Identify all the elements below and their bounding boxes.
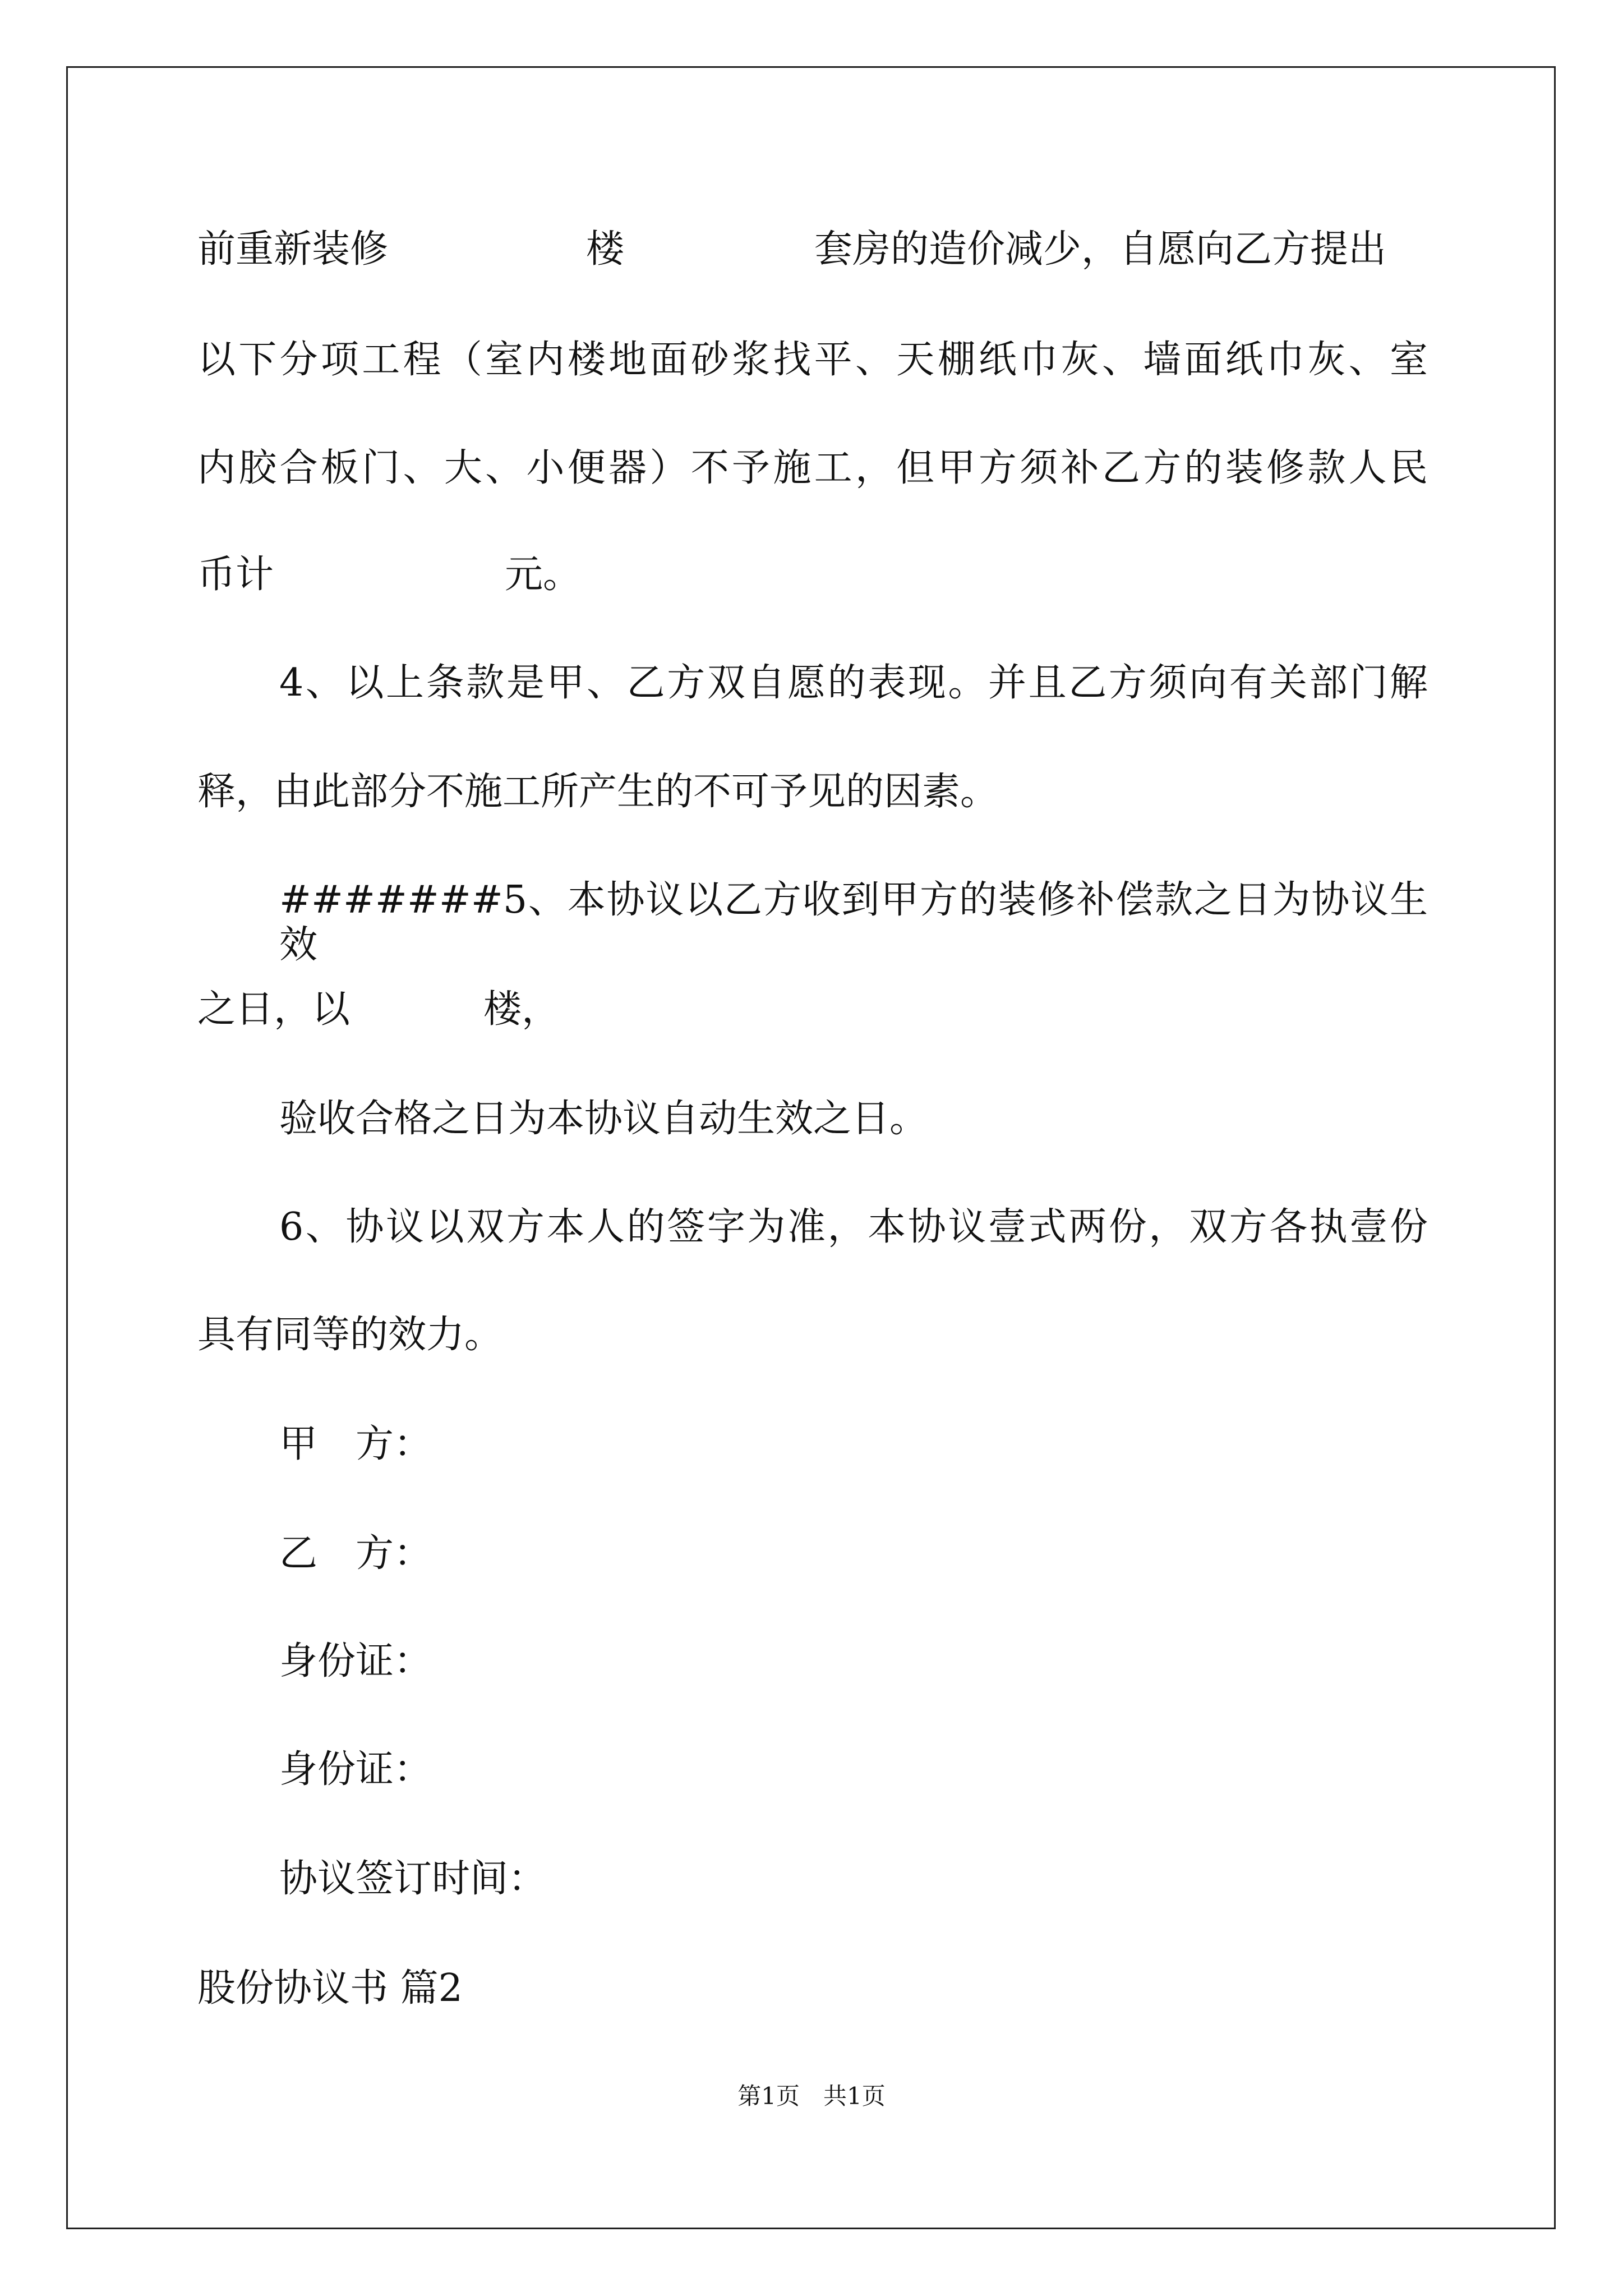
signature-label-id-a: 身份证： xyxy=(279,1639,432,1683)
text-line: 楼， xyxy=(483,987,560,1032)
text-line: 以下分项工程（室内楼地面砂浆找平、天棚纸巾灰、墙面纸巾灰、室 xyxy=(197,338,1428,382)
section-heading: 股份协议书 篇2 xyxy=(197,1966,463,2010)
text-line: 4、以上条款是甲、乙方双自愿的表现。并且乙方须向有关部门解 xyxy=(279,661,1428,705)
signature-label-party-b: 乙 方： xyxy=(279,1531,432,1576)
page-border xyxy=(66,66,1556,2229)
text-line: 元。 xyxy=(505,553,582,597)
signature-label-party-a: 甲 方： xyxy=(279,1422,432,1466)
text-line: 具有同等的效力。 xyxy=(197,1313,503,1357)
text-line: 验收合格之日为本协议自动生效之日。 xyxy=(279,1097,928,1141)
page-footer: 第1页 共1页 xyxy=(737,2082,886,2110)
text-line: 楼 xyxy=(586,227,625,272)
text-line: 之日，以 xyxy=(197,987,351,1032)
text-line: #######5、本协议以乙方收到甲方的装修补偿款之日为协议生效 xyxy=(279,878,1428,967)
text-line: 套房的造价减少，自愿向乙方提出 xyxy=(814,227,1387,272)
text-line: 币计 xyxy=(197,553,274,597)
signature-label-id-b: 身份证： xyxy=(279,1747,432,1792)
text-line: 内胶合板门、大、小便器）不予施工，但甲方须补乙方的装修款人民 xyxy=(197,446,1428,490)
text-line: 前重新装修 xyxy=(197,227,389,272)
text-line: 6、协议以双方本人的签字为准，本协议壹式两份，双方各执壹份 xyxy=(279,1205,1428,1249)
signature-label-date: 协议签订时间： xyxy=(279,1857,547,1901)
text-line: 释，由此部分不施工所产生的不可予见的因素。 xyxy=(197,770,999,814)
